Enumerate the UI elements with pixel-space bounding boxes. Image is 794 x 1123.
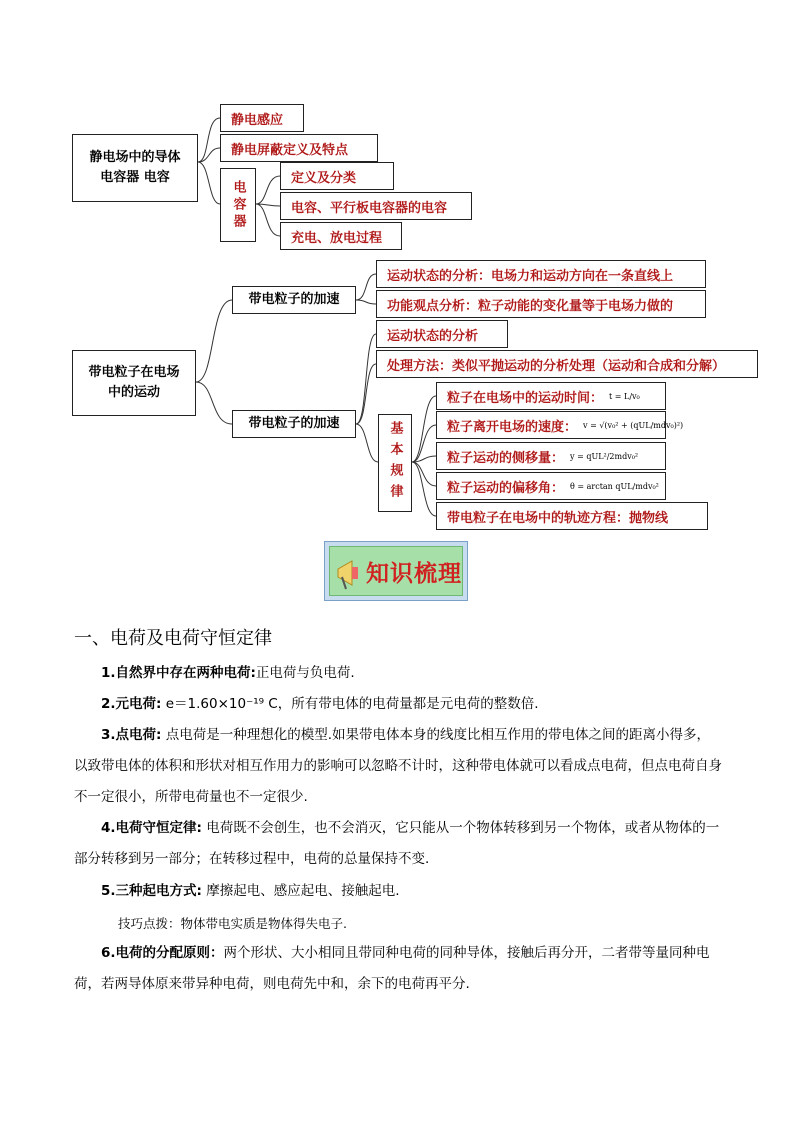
displacement-label: 粒子运动的侧移量：	[447, 450, 565, 466]
node-accel-motion-state: 运动状态的分析：电场力和运动方向在一条直线上	[376, 260, 706, 288]
capacitor-label: 电容器	[230, 179, 246, 231]
node-charge-discharge: 充电、放电过程	[280, 222, 402, 250]
node-deflection: 带电粒子的加速	[232, 410, 356, 438]
node-accel-energy: 功能观点分析：粒子动能的变化量等于电场力做的	[376, 290, 706, 318]
paragraph-5	[74, 876, 722, 907]
knowledge-badge	[324, 541, 468, 601]
node-capacitance: 电容、平行板电容器的电容	[280, 192, 472, 220]
node-deflect-method: 处理方法：类似平抛运动的分析处理（运动和合成和分解）	[376, 350, 758, 378]
node-velocity	[436, 411, 684, 439]
velocity-formula: v = √(v₀² + (qUL/mdv₀)²)	[583, 420, 684, 430]
mindmap-root-particle	[72, 350, 196, 416]
node-time	[436, 382, 666, 410]
node-definition: 定义及分类	[280, 162, 394, 190]
p4-heading: 4.电荷守恒定律:	[101, 820, 202, 836]
time-formula: t = L/v₀	[609, 391, 640, 401]
badge-text: 知识梳理	[366, 561, 462, 587]
p6-text: 两个形状、大小相同且带同种电荷的同种导体，接触后再分开，二者带等量同种电荷，若两导体原来带异种电荷，则电荷先中和，余下的电荷再平分.	[74, 945, 710, 992]
velocity-label: 粒子离开电场的速度：	[447, 419, 578, 435]
paragraph-3	[74, 720, 722, 813]
node-trajectory: 带电粒子在电场中的轨迹方程：抛物线	[436, 502, 708, 530]
p5-heading: 5.三种起电方式:	[101, 883, 202, 899]
angle-formula: θ = arctan qUL/mdv₀²	[570, 481, 659, 491]
node-angle	[436, 472, 666, 500]
node-electrostatic-induction: 静电感应	[220, 104, 304, 132]
badge-background	[329, 546, 463, 596]
p2-text: e＝1.60×10⁻¹⁹ C，所有带电体的电荷量都是元电荷的整数倍.	[161, 696, 539, 712]
paragraph-4	[74, 813, 722, 875]
p5-text: 摩擦起电、感应起电、接触起电.	[201, 883, 400, 899]
angle-label: 粒子运动的偏移角：	[447, 480, 565, 496]
paragraph-6	[74, 938, 722, 1000]
node-capacitor	[220, 168, 256, 242]
node-deflect-motion-state: 运动状态的分析	[376, 320, 508, 348]
root2-label: 带电粒子在电场中的运动	[88, 365, 180, 400]
p2-heading: 2.元电荷:	[101, 696, 162, 712]
tip-note: 技巧点拨：物体带电实质是物体得失电子.	[118, 916, 347, 931]
time-label: 粒子在电场中的运动时间：	[447, 390, 604, 406]
node-acceleration: 带电粒子的加速	[232, 286, 356, 314]
mindmap-root-conductor	[72, 134, 198, 202]
p4-text: 电荷既不会创生，也不会消灭，它只能从一个物体转移到另一个物体，或者从物体的一部分转移到另一部分；在转移过程中，电荷的总量保持不变.	[74, 820, 720, 867]
node-shielding: 静电屏蔽定义及特点	[220, 134, 378, 162]
p3-heading: 3.点电荷:	[101, 727, 162, 743]
p1-text: 正电荷与负电荷.	[255, 665, 355, 681]
paragraph-2	[74, 689, 722, 720]
displacement-formula: y = qUL²/2mdv₀²	[570, 451, 639, 461]
root-label: 静电场中的导体 电容器 电容	[89, 150, 181, 185]
node-displacement	[436, 442, 666, 470]
p6-heading: 6.电荷的分配原则：	[101, 945, 224, 961]
p1-heading: 1.自然界中存在两种电荷:	[101, 665, 256, 681]
node-basic-rules	[378, 414, 412, 512]
basic-rules-label: 基本规律	[387, 421, 403, 505]
section-title: 一、电荷及电荷守恒定律	[74, 628, 272, 649]
p3-text: 点电荷是一种理想化的模型.如果带电体本身的线度比相互作用的带电体之间的距离小得多，以致带电体的体积和形状对相互作用力的影响可以忽略不计时，这种带电体就可以看成点电荷，但点电荷自身不一定很小，所带电荷量也不一定很少.	[74, 727, 722, 805]
paragraph-1	[74, 658, 722, 689]
megaphone-icon	[334, 555, 364, 595]
